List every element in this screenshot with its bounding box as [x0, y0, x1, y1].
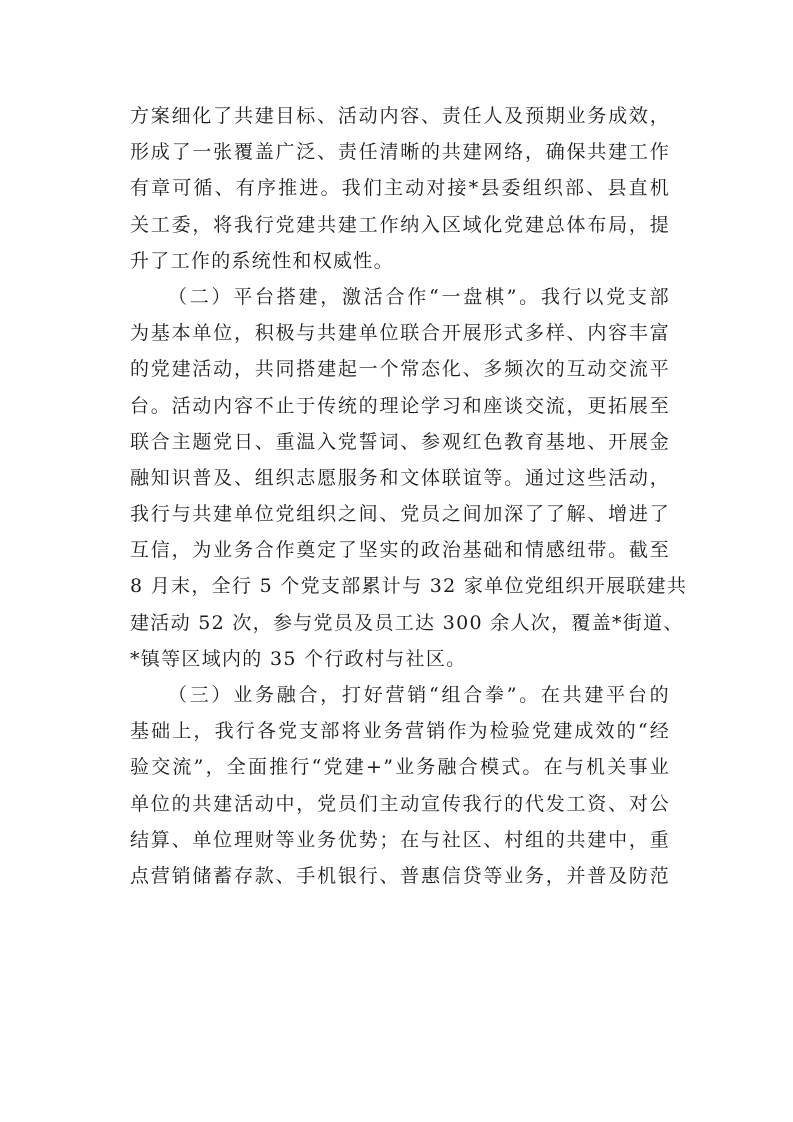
text-line: 为基本单位，积极与共建单位联合开展形式多样、内容丰富 [130, 322, 670, 345]
text-line: 升了工作的系统性和权威性。 [130, 249, 394, 272]
paragraph-2 [130, 279, 688, 677]
paragraph-1 [130, 98, 670, 279]
paragraph-3 [130, 677, 670, 894]
text-line: （二）平台搭建，激活合作“一盘棋”。我行以党支部 [168, 285, 670, 308]
document-body [130, 98, 688, 894]
text-line: 融知识普及、组织志愿服务和文体联谊等。通过这些活动， [130, 466, 670, 489]
text-line: 单位的共建活动中，党员们主动宣传我行的代发工资、对公 [130, 792, 670, 815]
text-line: 联合主题党日、重温入党誓词、参观红色教育基地、开展金 [130, 430, 670, 453]
text-line: 关工委，将我行党建共建工作纳入区域化党建总体布局，提 [130, 213, 670, 236]
text-line: 台。活动内容不止于传统的理论学习和座谈交流，更拓展至 [130, 394, 670, 417]
text-line: 方案细化了共建目标、活动内容、责任人及预期业务成效， [130, 105, 670, 127]
text-line: 互信，为业务合作奠定了坚实的政治基础和情感纽带。截至 [130, 539, 670, 562]
text-line: 点营销储蓄存款、手机银行、普惠信贷等业务，并普及防范 [130, 864, 670, 887]
text-line: 8 月末，全行 5 个党支部累计与 32 家单位党组织开展联建共 [130, 575, 688, 598]
text-line: *镇等区域内的 35 个行政村与社区。 [130, 647, 467, 670]
text-line: （三）业务融合，打好营销“组合拳”。在共建平台的 [168, 684, 670, 706]
text-line: 基础上，我行各党支部将业务营销作为检验党建成效的“经 [130, 720, 670, 743]
text-line: 验交流”，全面推行“党建+”业务融合模式。在与机关事业 [130, 756, 670, 779]
text-line: 我行与共建单位党组织之间、党员之间加深了了解、增进了 [130, 503, 670, 526]
text-line: 有章可循、有序推进。我们主动对接*县委组织部、县直机 [130, 177, 670, 200]
text-line: 结算、单位理财等业务优势；在与社区、村组的共建中，重 [130, 828, 670, 851]
text-line: 建活动 52 次，参与党员及员工达 300 余人次，覆盖*街道、 [130, 611, 684, 634]
text-line: 的党建活动，共同搭建起一个常态化、多频次的互动交流平 [130, 358, 670, 381]
text-line: 形成了一张覆盖广泛、责任清晰的共建网络，确保共建工作 [130, 141, 670, 164]
